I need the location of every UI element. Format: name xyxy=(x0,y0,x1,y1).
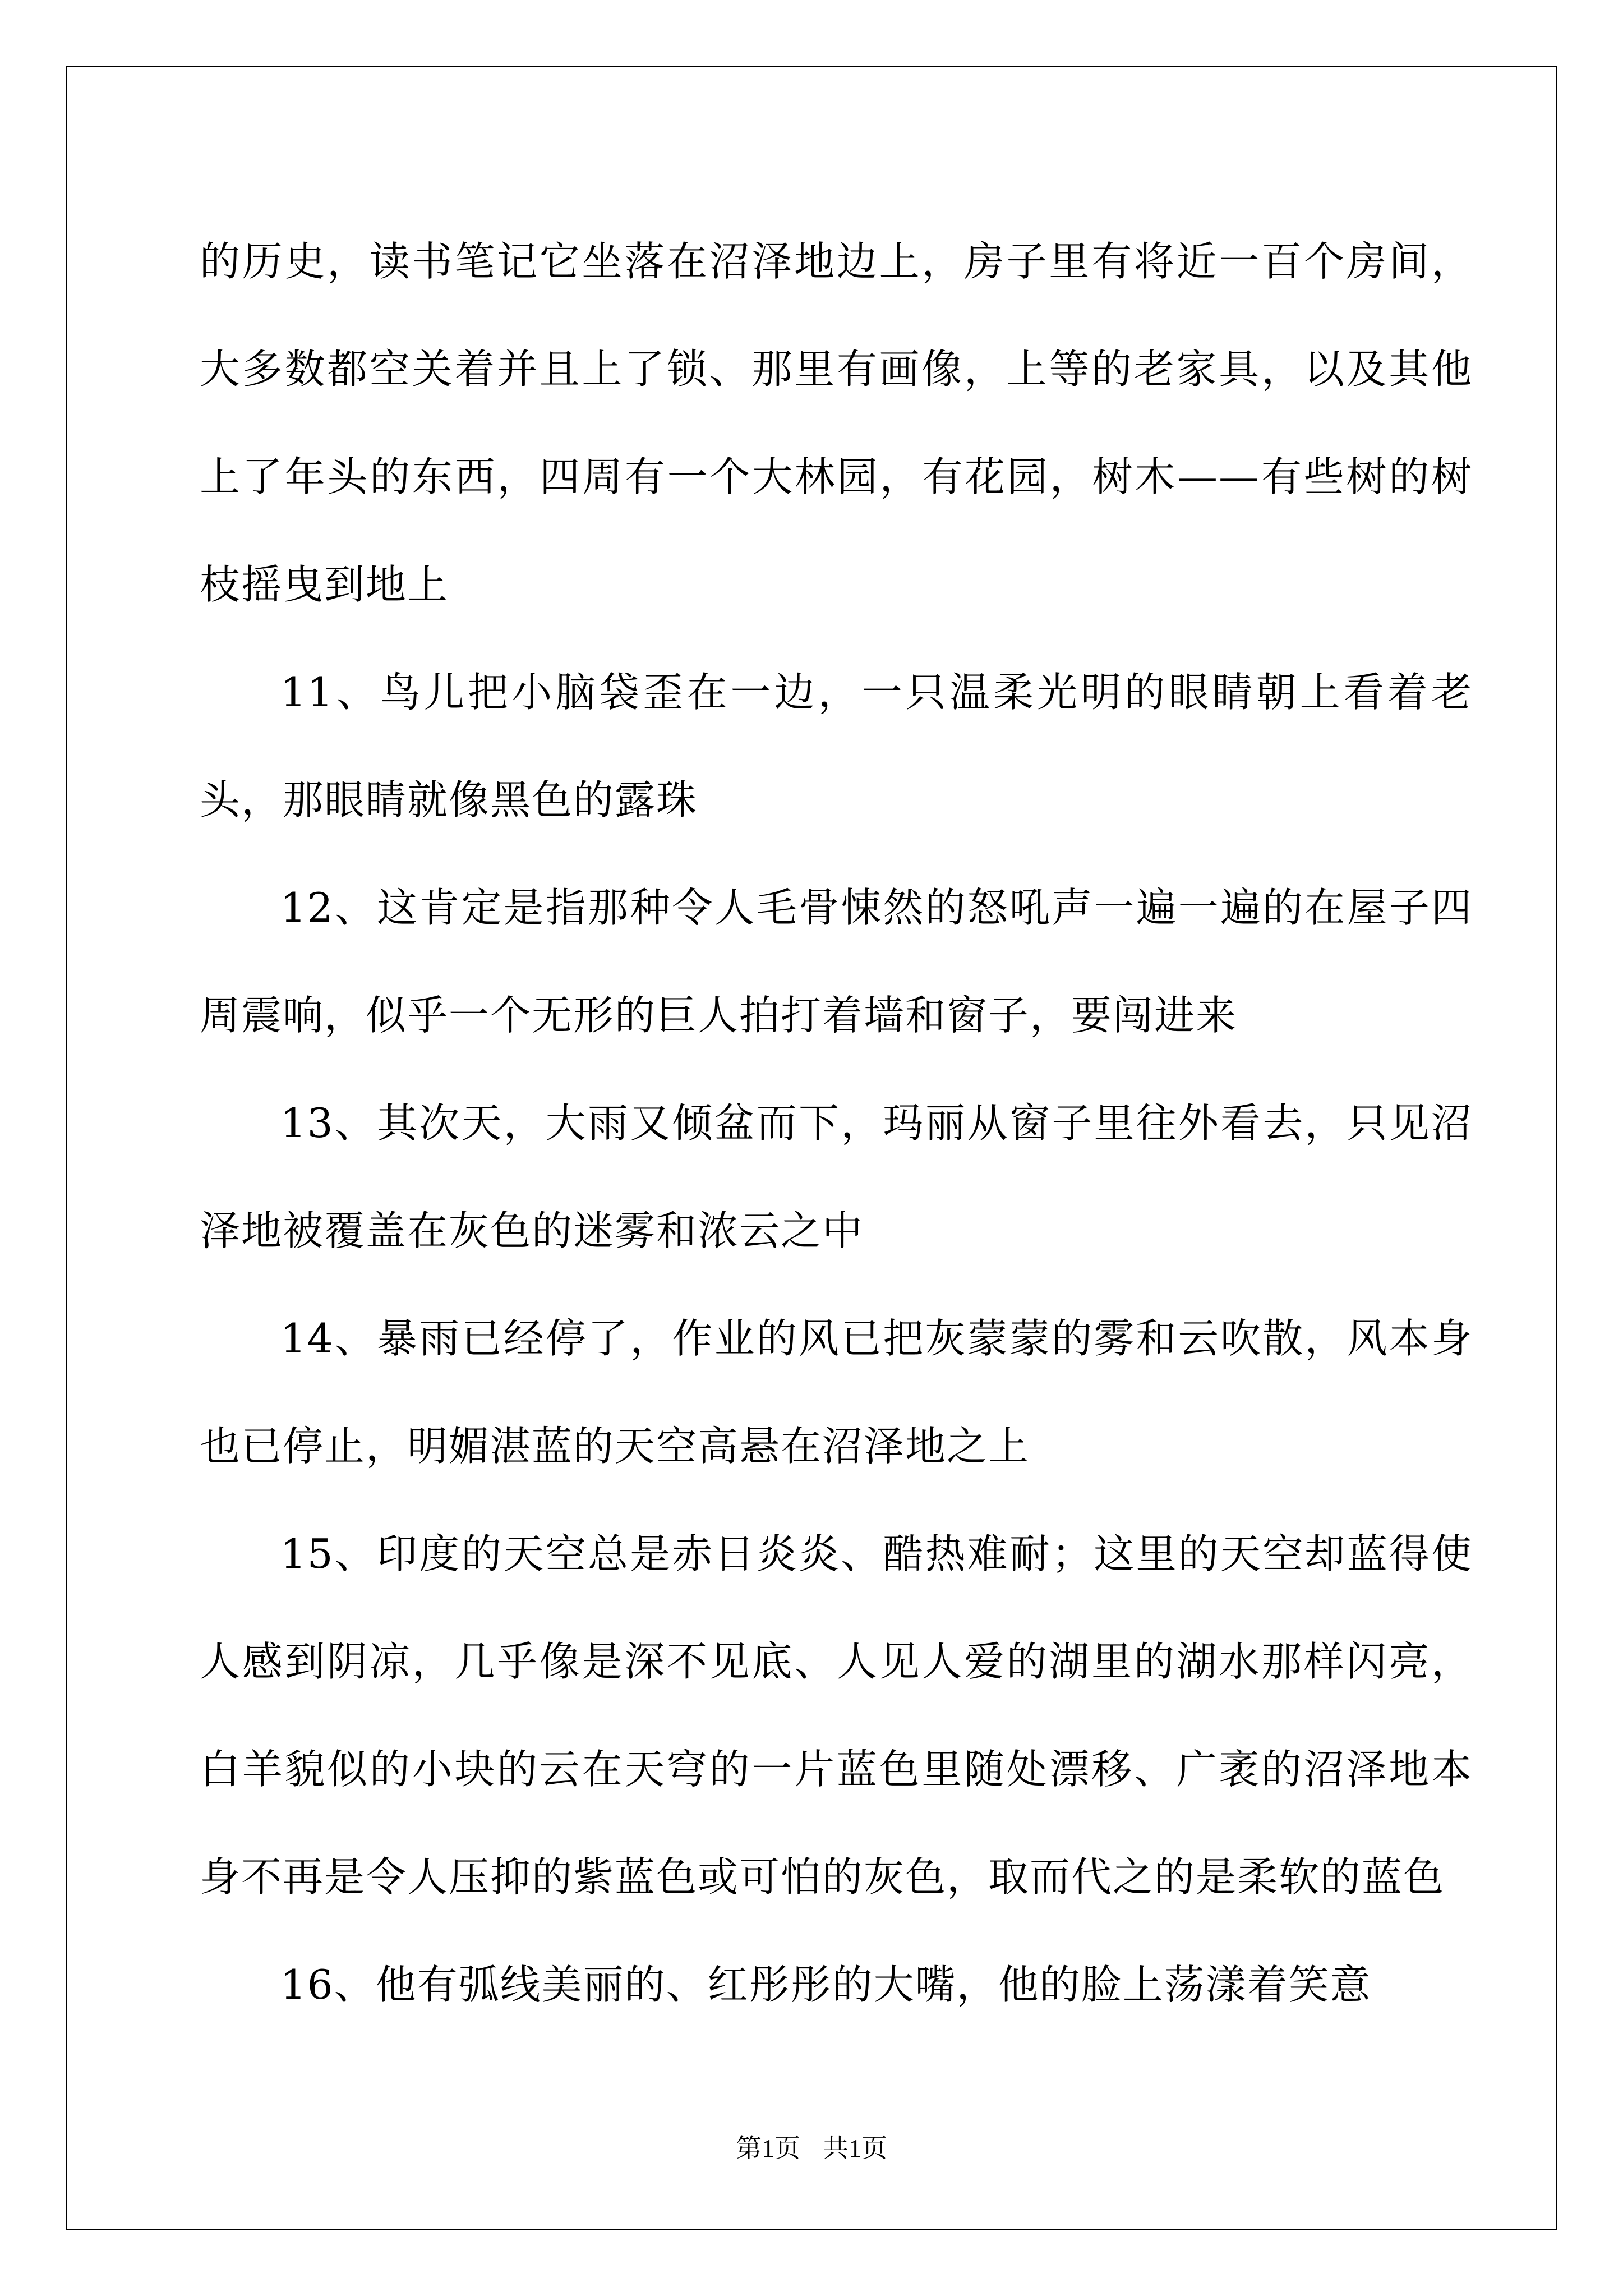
paragraph-12: 12、这肯定是指那种令人毛骨悚然的怒吼声一遍一遍的在屋子四周震响，似乎一个无形的巨人拍打着墙和窗子，要闯进来 xyxy=(200,884,1473,1039)
paragraph-11: 11、鸟儿把小脑袋歪在一边，一只温柔光明的眼睛朝上看着老头，那眼睛就像黑色的露珠 xyxy=(200,669,1473,823)
page-number: 第1页 xyxy=(736,2134,800,2162)
paragraph-16: 16、他有弧线美丽的、红彤彤的大嘴，他的脸上荡漾着笑意 xyxy=(280,1961,1372,2008)
paragraph-continued: 的历史，读书笔记它坐落在沼泽地边上，房子里有将近一百个房间，大多数都空关着并且上了锁、那里有画像，上等的老家具，以及其他上了年头的东西，四周有一个大林园，有花园，树木——有些树的树枝摇曳到地上 xyxy=(200,238,1473,608)
document-body xyxy=(200,208,1473,2039)
paragraph-13: 13、其次天，大雨又倾盆而下，玛丽从窗子里往外看去，只见沼泽地被覆盖在灰色的迷雾和浓云之中 xyxy=(200,1099,1473,1254)
paragraph-15: 15、印度的天空总是赤日炎炎、酷热难耐；这里的天空却蓝得使人感到阴凉，几乎像是深不见底、人见人爱的湖里的湖水那样闪亮，白羊貌似的小块的云在天穹的一片蓝色里随处漂移、广袤的沼泽地本身不再是令人压抑的紫蓝色或可怕的灰色，取而代之的是柔软的蓝色 xyxy=(200,1530,1473,1901)
page-total: 共1页 xyxy=(823,2134,887,2162)
paragraph-14: 14、暴雨已经停了，作业的风已把灰蒙蒙的雾和云吹散，风本身也已停止，明媚湛蓝的天空高悬在沼泽地之上 xyxy=(200,1315,1473,1470)
page-footer xyxy=(0,2132,1623,2165)
